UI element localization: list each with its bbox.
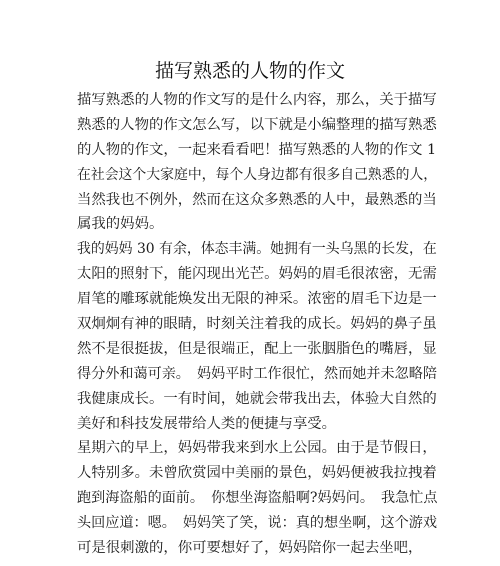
- body-line: 在社会这个大家庭中，每个人身边都有很多自己熟悉的人，: [77, 166, 438, 183]
- body-line: 描写熟悉的人物的作文写的是什么内容，那么，关于描写: [77, 92, 437, 108]
- body-line: 属我的妈妈。: [77, 216, 164, 233]
- body-line: 的人物的作文，一起来看看吧！描写熟悉的人物的作文 1: [77, 141, 437, 158]
- body-line: 我健康成长。一有时间，她就会带我出去，体验大自然的: [77, 390, 437, 407]
- body-line: 然不是很挺拔，但是很端正，配上一张胭脂色的嘴唇，显: [77, 340, 437, 357]
- body-line: 眉笔的雕琢就能焕发出无限的神采。浓密的眉毛下边是一: [77, 291, 437, 308]
- body-line: 头回应道：嗯。 妈妈笑了笑，说：真的想坐啊，这个游戏: [77, 515, 437, 532]
- body-line: 星期六的早上，妈妈带我来到水上公园。由于是节假日，: [77, 440, 437, 457]
- body-line: 太阳的照射下，能闪现出光芒。妈妈的眉毛很浓密，无需: [77, 266, 437, 283]
- body-line: 当然我也不例外，然而在这众多熟悉的人中，最熟悉的当: [77, 191, 437, 208]
- body-line: 跑到海盗船的面前。 你想坐海盗船啊?妈妈问。 我急忙点: [77, 490, 438, 507]
- document-body: [77, 88, 438, 557]
- body-line: 人特别多。未曾欣赏园中美丽的景色，妈妈便被我拉拽着: [77, 465, 437, 482]
- body-line-partial: 可是很刺激的，你可要想好了，妈妈陪你一起去坐吧，: [77, 540, 423, 557]
- body-line: 我的妈妈 30 有余，体态丰满。她拥有一头乌黑的长发，在: [77, 241, 437, 258]
- document-title: 描写熟悉的人物的作文: [154, 60, 345, 82]
- body-line: 得分外和蔼可亲。 妈妈平时工作很忙，然而她并未忽略陪: [77, 365, 437, 382]
- body-line: 熟悉的人物的作文怎么写，以下就是小编整理的描写熟悉: [77, 116, 437, 133]
- body-line: 美好和科技发展带给人类的便捷与享受。: [77, 415, 337, 432]
- body-line: 双炯炯有神的眼睛，时刻关注着我的成长。妈妈的鼻子虽: [77, 316, 437, 333]
